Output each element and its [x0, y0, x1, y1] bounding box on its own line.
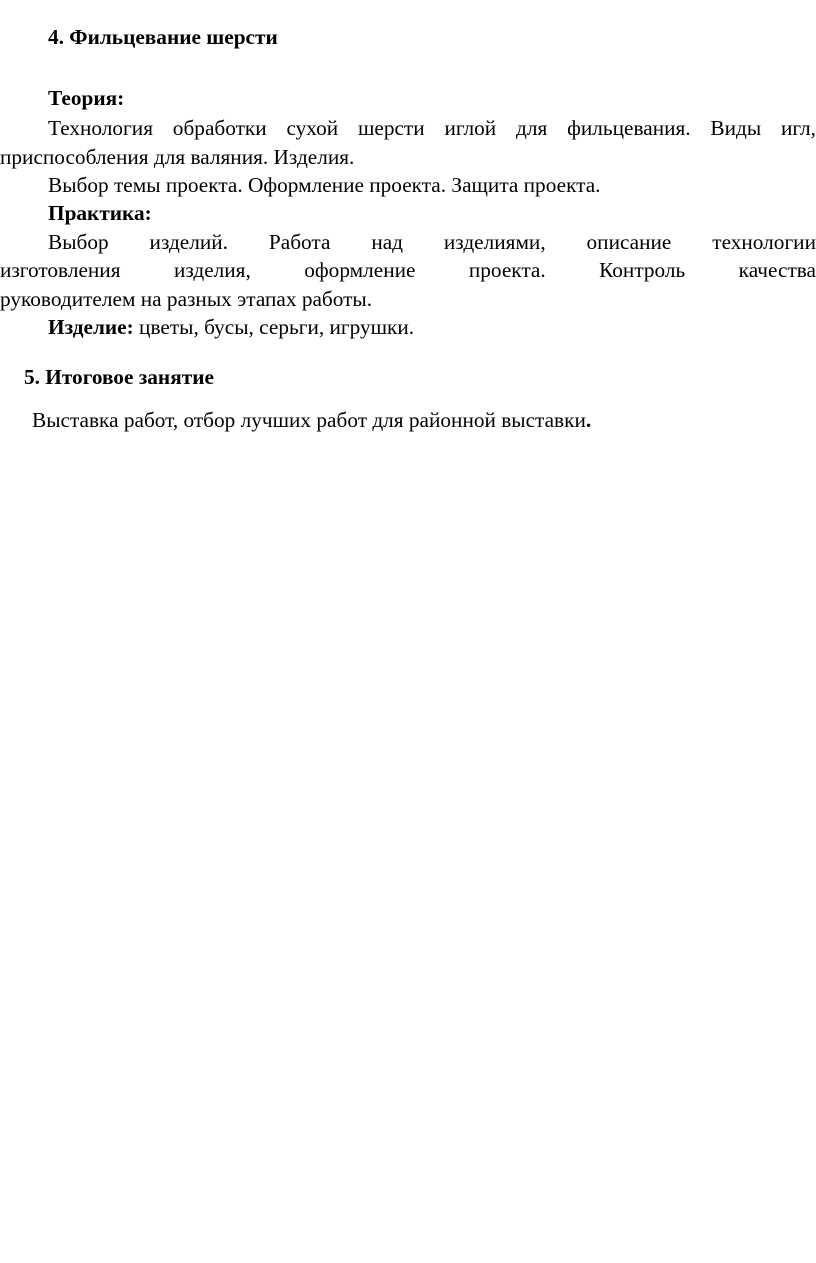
section-5-text-end: .	[585, 408, 592, 432]
practice-label: Практика:	[48, 201, 152, 225]
practice-word: изготовления	[0, 258, 121, 282]
theory-label: Теория:	[48, 86, 125, 110]
theory-text-line-2: приспособления для валяния. Изделия.	[0, 145, 355, 169]
section-4-heading: 4. Фильцевание шерсти	[48, 25, 278, 49]
practice-word: проекта.	[468, 258, 546, 282]
practice-text-line-1	[48, 227, 816, 257]
theory-text-line-1: Технология обработки сухой шерсти иглой для фильцевания. Виды игл,	[48, 116, 816, 140]
practice-word: Выбор	[48, 230, 109, 254]
practice-word: над	[371, 230, 404, 254]
practice-word: изделиями,	[443, 230, 546, 254]
section-5-heading: 5. Итоговое занятие	[24, 365, 214, 389]
practice-word: оформление	[304, 258, 416, 282]
practice-word: Контроль	[599, 258, 686, 282]
practice-word: описание	[586, 230, 672, 254]
product-line	[48, 312, 414, 342]
practice-word: Работа	[268, 230, 331, 254]
practice-text-line-2	[0, 255, 816, 285]
practice-word: изделия,	[173, 258, 251, 282]
practice-word: изделий.	[149, 230, 229, 254]
section-5-text-body: Выставка работ, отбор лучших работ для районной выставки	[32, 408, 586, 432]
practice-word: технологии	[712, 230, 816, 254]
theory-text-line-3: Выбор темы проекта. Оформление проекта. Защита проекта.	[48, 173, 601, 197]
section-5-text	[32, 405, 591, 435]
product-text: цветы, бусы, серьги, игрушки.	[133, 315, 415, 339]
practice-text-line-3: руководителем на разных этапах работы.	[0, 287, 373, 311]
practice-word: качества	[738, 258, 816, 282]
product-label: Изделие:	[48, 315, 134, 339]
